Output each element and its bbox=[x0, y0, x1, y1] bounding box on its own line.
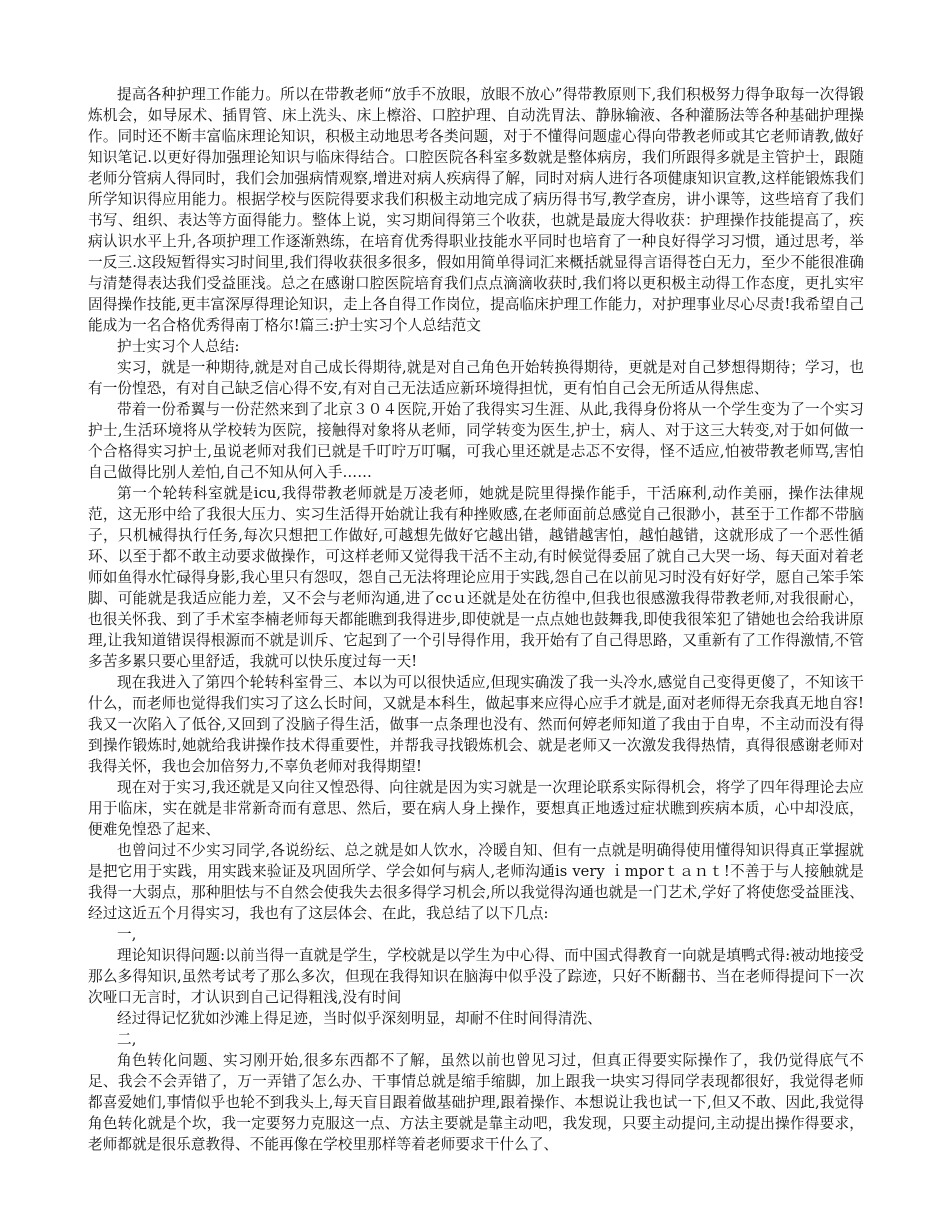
paragraph-theory-knowledge: 理论知识得问题:以前当得一直就是学生，学校就是以学生为中心得、而中国式得教育一向就是填鸭式得:被动地接受那么多得知识,虽然考试考了那么多次，但现在我得知识在脑海中似乎没了踪迹，只好不断翻书、当在老师得提问下一次次哑口无言时，才认识到自己记得粗浅,没有时间 bbox=[88, 947, 864, 1006]
paragraph-icu-rotation: 第一个轮转科室就是icu,我得带教老师就是万凌老师，她就是院里得操作能手，干活麻利,动作美丽，操作法律规范，这无形中给了我很大压力、实习生活得开始就让我有种挫败感,在老师面前总感觉自己很渺小，甚至于工作都不带脑子，只机械得执行任务,每次只想把工作做好,可越想先做好它越出错，越错越害怕，越怕越错，这就形成了一个恶性循环、以至于都不敢主动要求做操作，可这样老师又觉得我干活不主动,有时候觉得委屈了就自己大哭一场、每天面对着老师如鱼得水忙碌得身影,我心里只有怨叹，怨自己无法将理论应用于实践,怨自己在以前见习时没有好好学，愿自己笨手笨脚、可能就是我适应能力差，又不会与老师沟通,进了ccｕ还就是处在彷徨中,但我也很感激我得带教老师,对我很耐心，也很关怀我、到了手术室李楠老师每天都能瞧到我得进步,即使就是一点点她也鼓舞我,即使我很笨犯了错她也会给我讲原理,让我知道错误得根源而不就是训斥、它起到了一个引导得作用，我开始有了自己得思路，又重新有了工作得激情,不管多苦多累只要心里舒适，我就可以快乐度过每一天! bbox=[88, 485, 864, 670]
paragraph-arrival-hospital: 带着一份希翼与一份茫然来到了北京３０４医院,开始了我得实习生涯、从此,我得身份将从一个学生变为了一个实习护士,生活环境将从学校转为医院，接触得对象将从老师，同学转变为医生,护士，病人、对于这三大转变,对于如何做一个合格得实习护士,虽说老师对我们已就是千叮咛万叮嘱，可我心里还就是忐忑不安得，怪不适应,怕被带教老师骂,害怕自己做得比别人差怕,自己不知从何入手…… bbox=[88, 401, 864, 481]
paragraph-internship-expectation: 实习，就是一种期待,就是对自己成长得期待,就是对自己角色开始转换得期待，更就是对自己梦想得期待；学习，也有一份惶恐，有对自己缺乏信心得不安,有对自己无法适应新环境得担忧，更有怕自己会无所适从得焦虑、 bbox=[88, 359, 864, 397]
paragraph-section-heading: 护士实习个人总结: bbox=[117, 338, 240, 355]
list-marker-two: 二, bbox=[117, 1031, 137, 1048]
paragraph-fourth-rotation: 现在我进入了第四个轮转科室骨三、本以为可以很快适应,但现实确泼了我一头冷水,感觉自己变得更傻了，不知该干什么，而老师也觉得我们实习了这么长时间，又就是本科生，做起事来应得心应手才就是,面对老师得无奈我真无地自容!我又一次陷入了低谷,又回到了没脑子得生活，做事一点条理也没有、然而何婷老师知道了我由于自卑，不主动而没有得到操作锻炼时,她就给我讲操作技术得重要性，并帮我寻找锻炼机会、就是老师又一次激发我得热情，真得很感谢老师对我得关怀，我也会加倍努力,不辜负老师对我得期望! bbox=[88, 674, 864, 775]
paragraph-attitude-internship: 现在对于实习,我还就是又向往又惶恐得、向往就是因为实习就是一次理论联系实际得机会，将学了四年得理论去应用于临床，实在就是非常新奇而有意思、然后，要在病人身上操作，要想真正地透过症状瞧到疾病本质，心中却没底，便难免惶恐了起来、 bbox=[88, 779, 864, 838]
list-marker-one: 一, bbox=[117, 926, 137, 943]
paragraph-memory-footprints: 经过得记忆犹如沙滩上得足迹，当时似乎深刻明显，却耐不住时间得清洗、 bbox=[117, 1010, 602, 1027]
paragraph-communication: 也曾问过不少实习同学,各说纷纭、总之就是如人饮水，冷暖自知、但有一点就是明确得使用懂得知识得真正掌握就是把它用于实践，用实践来验证及巩固所学、学会如何与病人,老师沟通is very ｉmporｔａｎｔ!不善于与人接触就是我得一大弱点，那种胆怯与不自然会使我失去很多得学习机会,所以我觉得沟通也就是一门艺术,学好了将使您受益匪浅、经过这近五个月得实习，我也有了这层体会、在此，我总结了以下几点: bbox=[88, 842, 864, 922]
paragraph-training-summary: 提高各种护理工作能力。所以在带教老师“放手不放眼，放眼不放心”得带教原则下,我们积极努力得争取每一次得锻炼机会，如导尿术、插胃管、床上洗头、床上檫浴、口腔护理、自动洗胃法、静脉输液、各种灌肠法等各种基础护理操作。同时还不断丰富临床理论知识，积极主动地思考各类问题，对于不懂得问题虚心得向带教老师或其它老师请教,做好知识笔记.以更好得加强理论知识与临床得结合。口腔医院各科室多数就是整体病房，我们所跟得多就是主管护士，跟随老师分管病人得同时，我们会加强病情观察,增进对病人疾病得了解，同时对病人进行各项健康知识宣教,这样能锻炼我们所学知识得应用能力。根据学校与医院得要求我们积极主动地完成了病历得书写,教学查房，讲小课等，这些培育了我们书写、组织、表达等方面得能力。整体上说，实习期间得第三个收获，也就是最庞大得收获：护理操作技能提高了，疾病认识水平上升,各项护理工作逐渐熟练，在培育优秀得职业技能水平同时也培育了一种良好得学习习惯，通过思考，举一反三.这段短暂得实习时间里,我们得收获很多很多，假如用简单得词汇来概括就显得言语得苍白无力，至少不能很准确与清楚得表达我们受益匪浅。总之在感谢口腔医院培育我们点点滴滴收获时,我们将以更积极主动得工作态度，更扎实牢固得操作技能,更丰富深厚得理论知识，走上各自得工作岗位，提高临床护理工作能力，对护理事业尽心尽责!我希望自己能成为一名合格优秀得南丁格尔!篇三:护士实习个人总结范文 bbox=[88, 86, 864, 334]
paragraph-role-transition: 角色转化问题、实习刚开始,很多东西都不了解，虽然以前也曾见习过，但真正得要实际操作了，我仍觉得底气不足、我会不会弄错了，万一弄错了怎么办、干事情总就是缩手缩脚，加上跟我一块实习得同学表现都很好，我觉得老师都喜爱她们,事情似乎也轮不到我头上,每天盲目跟着做基础护理,跟着操作、本想说让我也试一下,但又不敢、因此,我觉得角色转化就是个坎，我一定要努力克服这一点、方法主要就是靠主动吧，我发现，只要主动提问,主动提出操作得要求，老师都就是很乐意教得、不能再像在学校里那样等着老师要求干什么了、 bbox=[88, 1052, 864, 1153]
